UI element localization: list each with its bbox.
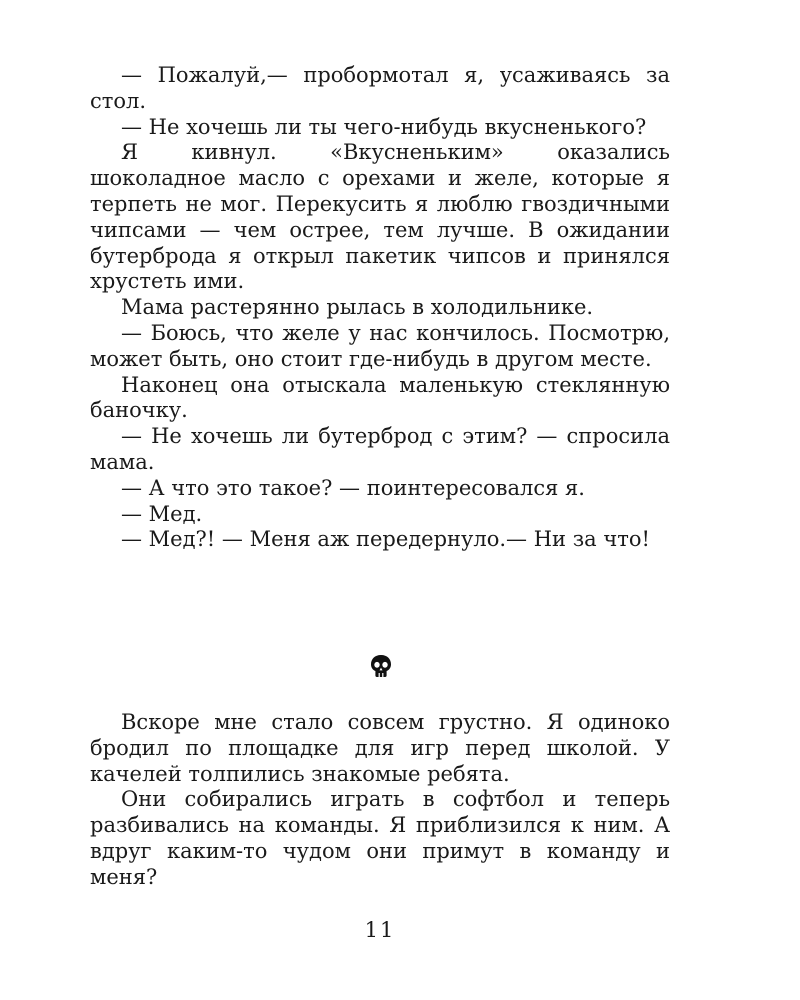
paragraph: — Мед?! — Меня аж передернуло.— Ни за что! [121, 527, 650, 552]
paragraph: Я кивнул. «Вкусненьким» оказались шоколадное масло с орехами и желе, которые я терпеть не мог. Перекусить я люблю гвоздичными чипсами — чем острее, тем лучше. В ожидании бутерброда я открыл пакетик чипсов и принялся хрустеть ими. [90, 140, 670, 294]
paragraph: — Пожалуй,— пробормотал я, усаживаясь за стол. [90, 63, 670, 113]
paragraph: Наконец она отыскала маленькую стеклянную баночку. [90, 372, 670, 423]
page-number: 11 [364, 918, 396, 942]
text-section-2 [90, 710, 670, 891]
paragraph: Вскоре мне стало совсем грустно. Я одиноко бродил по площадке для игр перед школой. У качелей толпились знакомые ребята. [90, 710, 670, 786]
paragraph: — Не хочешь ли бутерброд с этим? — спросила мама. [90, 424, 670, 474]
paragraph: Мама растерянно рылась в холодильнике. [121, 295, 594, 320]
text-section-1 [90, 63, 670, 553]
paragraph: Они собирались играть в софтбол и теперь разбивались на команды. Я приблизился к ним. А вдруг каким-то чудом они примут в команду и меня? [90, 787, 670, 889]
paragraph: — Не хочешь ли ты чего-нибудь вкусненького? [121, 114, 647, 139]
skull-icon [370, 654, 392, 678]
paragraph: — Боюсь, что желе у нас кончилось. Посмотрю, может быть, оно стоит где-нибудь в другом месте. [90, 320, 670, 371]
paragraph: — Мед. [121, 501, 203, 526]
paragraph: — А что это такое? — поинтересовался я. [121, 475, 585, 500]
